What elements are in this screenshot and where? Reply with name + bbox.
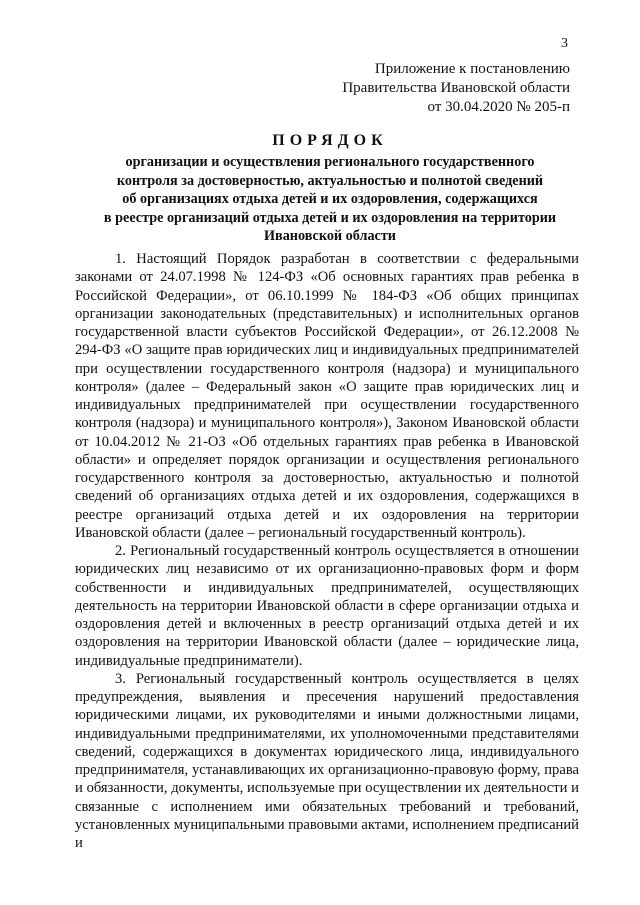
paragraph-1: 1. Настоящий Порядок разработан в соответствии с федеральными законами от 24.07.1998 № 124-ФЗ «Об основных гарантиях прав ребенка в Российской Федерации», от 06.10.1999 № 184-ФЗ «Об общих принципах организации законодательных (представительных) и исполнительных органов государственной власти субъектов Российской Федерации», от 26.12.2008 № 294-ФЗ «О защите прав юридических лиц и индивидуальных предпринимателей при осуществлении государственного контроля (надзора) и муниципального контроля» (далее – Федеральный закон «О защите прав юридических лиц и индивидуальных предпринимателей при осуществлении государственного контроля (надзора) и муниципального контроля»), Законом Ивановской области от 10.04.2012 № 21-ОЗ «Об отдельных гарантиях прав ребенка в Ивановской области» и определяет порядок организации и осуществления регионального государственного контроля за достоверностью, актуальностью и полнотой сведений об организациях отдыха детей и их оздоровления, содержащихся в реестре организаций отдыха детей и их оздоровления на территории Ивановской области (далее – региональный государственный контроль).	[75, 251, 579, 541]
document-body	[75, 250, 579, 852]
paragraph-3: 3. Региональный государственный контроль осуществляется в целях предупреждения, выявления и пресечения нарушений предоставления юридическими лицами, их руководителями и иными должностными лицами, индивидуальными предпринимателями, их уполномоченными представителями сведений, содержащихся в документах юридического лица, индивидуального предпринимателя, устанавливающих их организационно-правовую форму, права и обязанности, документы, используемые при осуществлении их деятельности и связанные с исполнением ими обязательных требований и требований, установленных муниципальными правовыми актами, исполнением предписаний и	[75, 670, 579, 851]
subtitle-line: в реестре организаций отдыха детей и их оздоровления на территории	[103, 209, 557, 226]
title-block	[80, 131, 580, 246]
document-subtitle	[80, 153, 580, 246]
page-number: 3	[561, 36, 568, 51]
appendix-reference	[250, 60, 570, 117]
appendix-line-3: от 30.04.2020 № 205-п	[427, 99, 570, 115]
document-title: ПОРЯДОК	[272, 132, 388, 149]
subtitle-line: организации и осуществления регионального государственного	[125, 154, 535, 170]
appendix-line-2: Правительства Ивановской области	[342, 80, 570, 96]
subtitle-line: об организациях отдыха детей и их оздоровления, содержащихся	[122, 191, 538, 207]
subtitle-line: контроля за достоверностью, актуальностью и полнотой сведений	[116, 172, 544, 189]
paragraph-2: 2. Региональный государственный контроль осуществляется в отношении юридических лиц независимо от их организационно-правовых форм и форм собственности и индивидуальных предпринимателей, осуществляющих деятельность на территории Ивановской области в сфере организации отдыха и оздоровления детей и включенных в реестр организаций отдыха детей и их оздоровления на территории Ивановской области (далее – юридические лица, индивидуальные предприниматели).	[75, 543, 579, 669]
appendix-line-1: Приложение к постановлению	[374, 61, 570, 77]
subtitle-line: Ивановской области	[264, 228, 396, 244]
